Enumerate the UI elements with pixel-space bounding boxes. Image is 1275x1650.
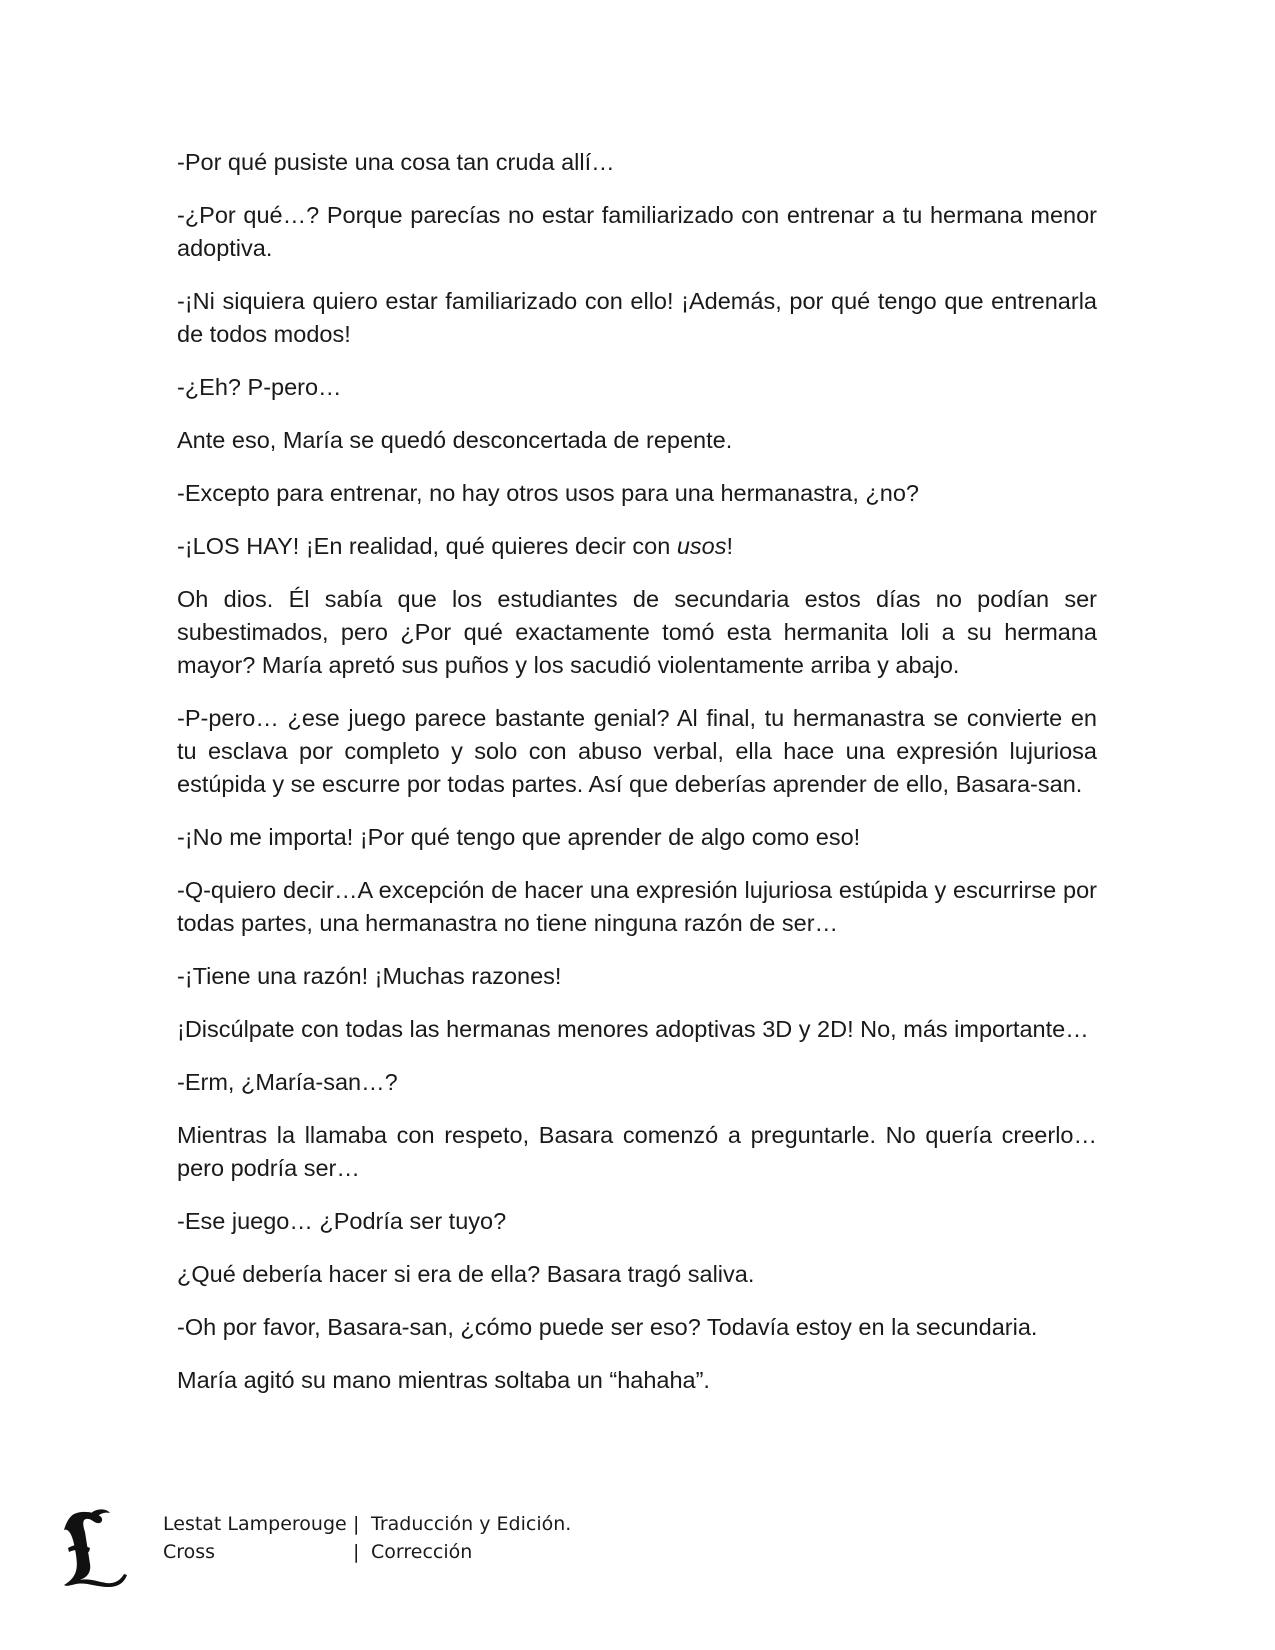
credit-row — [163, 1538, 571, 1566]
paragraph-17: ¿Qué debería hacer si era de ella? Basara tragó saliva. — [177, 1261, 755, 1287]
credit-role: Corrección — [371, 1541, 473, 1563]
paragraph-9: -P-pero… ¿ese juego parece bastante genial? Al final, tu hermanastra se convierte en tu esclava por completo y solo con abuso verbal, ella hace una expresión lujuriosa estúpida y se escurre por todas partes. Así que deberías aprender de ello, Basara-san. — [177, 705, 1097, 797]
paragraph-8: Oh dios. Él sabía que los estudiantes de secundaria estos días no podían ser subestimados, pero ¿Por qué exactamente tomó esta hermanita loli a su hermana mayor? María apretó sus puños y los sacudió violentamente arriba y abajo. — [177, 586, 1097, 678]
paragraph-7 — [177, 530, 1097, 563]
paragraph-12: -¡Tiene una razón! ¡Muchas razones! — [177, 963, 562, 989]
credit-role: Traducción y Edición. — [371, 1513, 572, 1535]
paragraph-10: -¡No me importa! ¡Por qué tengo que aprender de algo como eso! — [177, 824, 861, 850]
paragraph-19: María agitó su mano mientras soltaba un “hahaha”. — [177, 1367, 710, 1393]
credits — [163, 1510, 571, 1566]
paragraph-1: -Por qué pusiste una cosa tan cruda allí… — [177, 149, 615, 175]
paragraph-2: -¿Por qué…? Porque parecías no estar familiarizado con entrenar a tu hermana menor adoptiva. — [177, 202, 1097, 261]
page-body — [177, 146, 1097, 1417]
emphasis-usos: usos — [676, 533, 727, 559]
credit-row — [163, 1510, 571, 1538]
paragraph-15: Mientras la llamaba con respeto, Basara comenzó a preguntarle. No quería creerlo…pero podría ser… — [177, 1122, 1097, 1181]
paragraph-7-text: -¡LOS HAY! ¡En realidad, qué quieres decir con — [177, 533, 677, 559]
paragraph-4: -¿Eh? P-pero… — [177, 374, 342, 400]
blackletter-l-logo-icon — [60, 1508, 130, 1588]
paragraph-18: -Oh por favor, Basara-san, ¿cómo puede ser eso? Todavía estoy en la secundaria. — [177, 1314, 1038, 1340]
paragraph-13: ¡Discúlpate con todas las hermanas menores adoptivas 3D y 2D! No, más importante… — [177, 1016, 1089, 1042]
credit-name: Lestat Lamperouge — [163, 1513, 347, 1535]
paragraph-5: Ante eso, María se quedó desconcertada de repente. — [177, 427, 733, 453]
credit-separator: | — [353, 1541, 360, 1563]
paragraph-11: -Q-quiero decir…A excepción de hacer una expresión lujuriosa estúpida y escurrirse por todas partes, una hermanastra no tiene ninguna razón de ser… — [177, 877, 1097, 936]
paragraph-7-tail: ! — [726, 533, 734, 559]
credit-name: Cross — [163, 1541, 216, 1563]
paragraph-6: -Excepto para entrenar, no hay otros usos para una hermanastra, ¿no? — [177, 480, 919, 506]
paragraph-16: -Ese juego… ¿Podría ser tuyo? — [177, 1208, 507, 1234]
paragraph-3: -¡Ni siquiera quiero estar familiarizado con ello! ¡Además, por qué tengo que entrenarla de todos modos! — [177, 288, 1097, 347]
credit-separator: | — [353, 1513, 360, 1535]
paragraph-14: -Erm, ¿María-san…? — [177, 1069, 398, 1095]
